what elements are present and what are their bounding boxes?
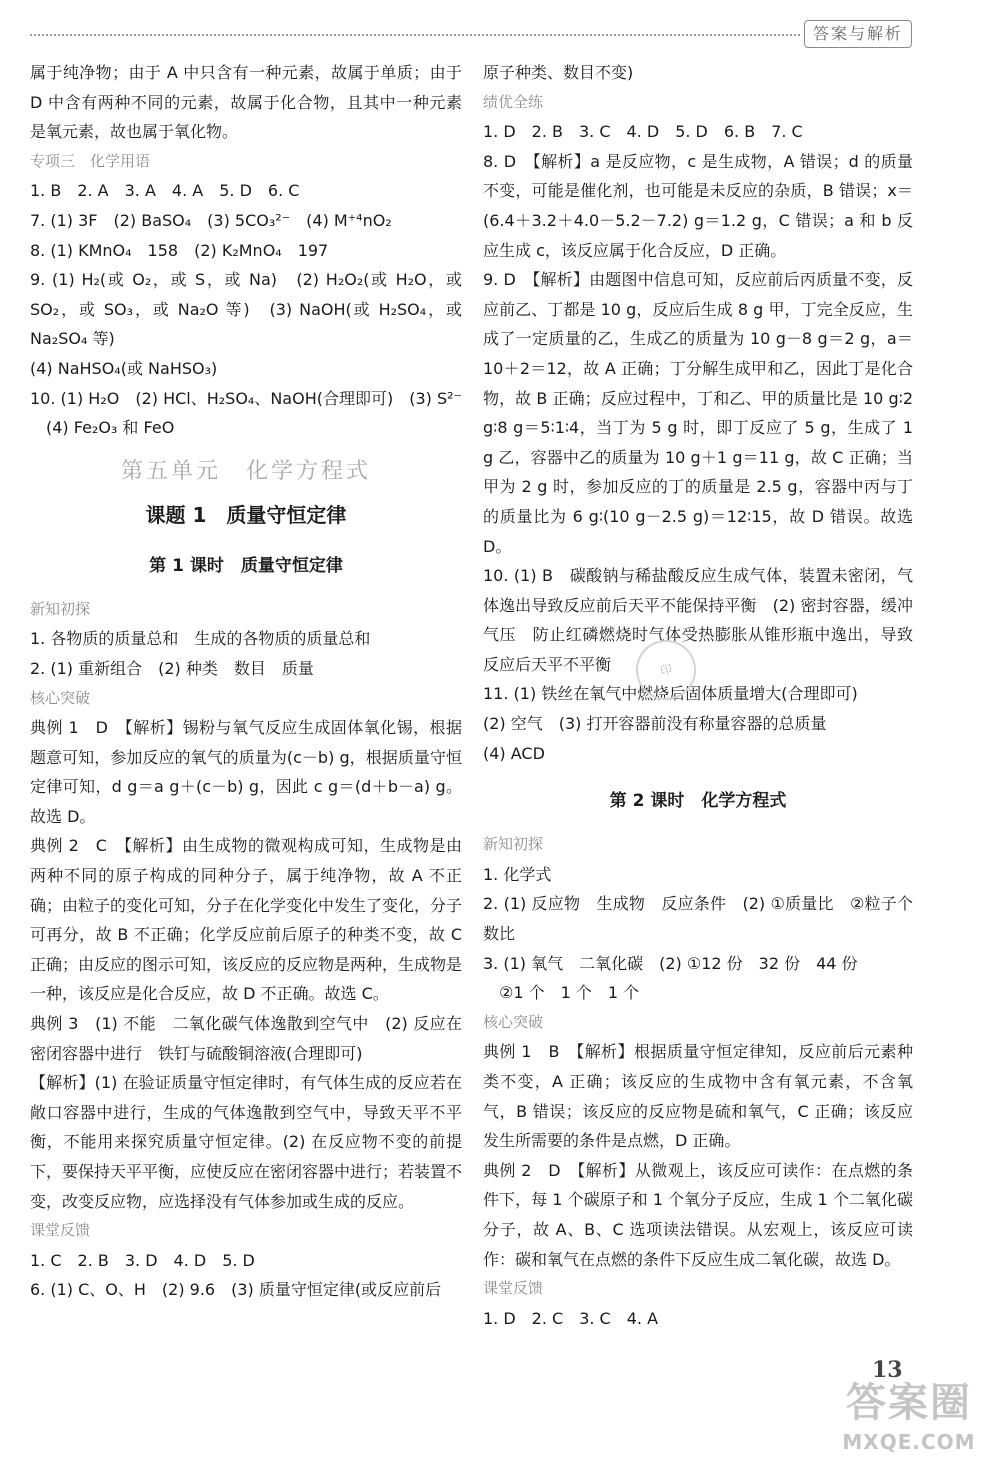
answer-line: 1. D 2. B 3. C 4. D 5. D 6. B 7. C <box>483 122 803 142</box>
example-paragraph: 典例 3 (1) 不能 二氧化碳气体逸散到空气中 (2) 反应在密闭容器中进行 铁钉与硫酸铜溶液(合理即可) <box>30 1014 462 1063</box>
section-label: 新知初探 <box>30 599 91 618</box>
answer-line: (4) ACD <box>483 743 545 763</box>
section-label: 新知初探 <box>483 835 544 854</box>
section-label: 核心突破 <box>30 688 91 707</box>
answer-line: 1. 各物质的质量总和 生成的各物质的质量总和 <box>30 629 371 649</box>
example-paragraph: 典例 2 C 【解析】由生成物的微观构成可知，生成物是由两种不同的原子构成的同种分子，属于纯净物，故 A 不正确；由粒子的变化可知，分子在化学变化中发生了变化，分子可再分，故 B 不正确；化学反应前后原子的种类不变，故 C 正确；由反应的图示可知，该反应的反应物是两种，生成物是一种，该反应是化合反应，故 D 不正确。故选 C。 <box>30 836 463 1004</box>
watermark-logo <box>834 1377 984 1463</box>
paragraph: 属于纯净物；由于 A 中只含有一种元素，故属于单质；由于 D 中含有两种不同的元素，故属于化合物，且其中一种元素是氧元素，故也属于氧化物。 <box>30 63 462 142</box>
answer-paragraph: 8. D 【解析】a 是反应物，c 是生成物，A 错误；d 的质量不变，可能是催化剂，也可能是未反应的杂质，B 错误；x＝(6.4＋3.2＋4.0－5.2－7.2) g＝1.2 g，C 错误；a 和 b 反应生成 c，该反应属于化合反应，D 正确。 <box>483 151 913 260</box>
stamp-mark: 印 <box>630 634 701 705</box>
section-label: 绩优全练 <box>483 92 544 111</box>
lesson-title: 课题 1 质量守恒定律 <box>145 502 347 527</box>
example-paragraph: 典例 1 D 【解析】锡粉与氧气反应生成固体氧化锡，根据题意可知，参加反应的氧气的质量为(c－b) g，根据质量守恒定律可知，d g＝a g＋(c－b) g，因此 c g＝(d＋b－a) g。故选 D。 <box>30 718 462 826</box>
answer-paragraph: 9. D 【解析】由题图中信息可知，反应前后丙质量不变，反应前乙、丁都是 10 g，反应后生成 8 g 甲，丁完全反应，生成了一定质量的乙，生成乙的质量为 10 g－8 g＝2 g，a＝10＋2＝12，故 A 正确；丁分解生成甲和乙，因此丁是化合物，故 B 正确；反应过程中，丁和乙、甲的质量比是 10 g∶2 g∶8 g＝5∶1∶4，当丁为 5 g 时，即丁反应了 5 g，生成了 1 g 乙，容器中乙的质量为 10 g＋1 g＝11 g，故 C 正确；当甲为 2 g 时，参加反应的丁的质量是 2.5 g，容器中丙与丁的质量比为 6 g∶(10 g－2.5 g)＝12∶15，故 D 错误。故选 D。 <box>483 270 913 556</box>
watermark-url: MXQE.COM <box>842 1430 976 1454</box>
section-label: 专项三 化学用语 <box>30 151 151 170</box>
period-title: 第 2 课时 化学方程式 <box>609 791 787 812</box>
answer-line: (4) Fe₂O₃ 和 FeO <box>46 418 175 438</box>
period-title: 第 1 课时 质量守恒定律 <box>149 555 343 576</box>
answer-line: 1. C 2. B 3. D 4. D 5. D <box>30 1250 255 1270</box>
answer-line: 原子种类、数目不变) <box>483 63 634 82</box>
answer-line: 8. (1) KMnO₄ 158 (2) K₂MnO₄ 197 <box>30 240 329 260</box>
answer-line: 7. (1) 3F (2) BaSO₄ (3) 5CO₃²⁻ (4) M⁺⁴nO₂ <box>30 210 392 230</box>
section-label: 课堂反馈 <box>30 1221 91 1240</box>
header-title: 答案与解析 <box>804 20 912 48</box>
answer-line: 1. B 2. A 3. A 4. A 5. D 6. C <box>30 181 300 201</box>
right-column <box>483 58 913 1333</box>
answer-line: (2) 空气 (3) 打开容器前没有称量容器的总质量 <box>483 714 827 734</box>
example-paragraph: 典例 1 B 【解析】根据质量守恒定律知，反应前后元素种类不变，A 正确；该反应的生成物中含有氧元素，不含氧气，B 错误；该反应的反应物是硫和氧气，C 正确；该反应发生所需要的条件是点燃，D 正确。 <box>483 1042 913 1151</box>
example-paragraph: 典例 2 D 【解析】从微观上，该反应可读作：在点燃的条件下，每 1 个碳原子和 1 个氧分子反应，生成 1 个二氧化碳分子，故 A、B、C 选项读法错误。从宏观上，该反应可读作：碳和氧气在点燃的条件下反应生成二氧化碳，故选 D。 <box>483 1160 913 1269</box>
answer-line: 1. 化学式 <box>483 864 552 884</box>
answer-line: 9. (1) H₂(或 O₂，或 S，或 Na) (2) H₂O₂(或 H₂O，或 SO₂，或 SO₃，或 Na₂O 等) (3) NaOH(或 H₂SO₄，或 Na₂SO₄ 等) <box>30 270 462 349</box>
page-number: 13 <box>872 1357 903 1383</box>
answer-line: 2. (1) 重新组合 (2) 种类 数目 质量 <box>30 658 314 678</box>
header-dotted-rule <box>30 34 800 36</box>
section-label: 课堂反馈 <box>483 1279 544 1298</box>
explanation-paragraph: 【解析】(1) 在验证质量守恒定律时，有气体生成的反应若在敞口容器中进行，生成的气体逸散到空气中，导致天平不平衡，不能用来探究质量守恒定律。(2) 在反应物不变的前提下，要保持天平平衡，应使反应在密闭容器中进行；若装置不变，改变反应物，应选择没有气体参加或生成的反应。 <box>30 1073 463 1211</box>
answer-paragraph: 10. (1) B 碳酸钠与稀盐酸反应生成气体，装置未密闭，气体逸出导致反应前后天平不能保持平衡 (2) 密封容器，缓冲气压 防止红磷燃烧时气体受热膨胀从锥形瓶中逸出，导致反应后天平不平衡 <box>483 566 913 674</box>
watermark-text: 答案圈 <box>846 1380 972 1426</box>
left-column <box>30 58 462 1305</box>
unit-title: 第五单元 化学方程式 <box>120 458 371 484</box>
answer-line: ②1 个 1 个 1 个 <box>499 983 640 1003</box>
answer-line: 2. (1) 反应物 生成物 反应条件 (2) ①质量比 ②粒子个数比 <box>483 894 913 944</box>
answer-line: (4) NaHSO₄(或 NaHSO₃) <box>30 358 218 378</box>
answer-line: 11. (1) 铁丝在氧气中燃烧后固体质量增大(合理即可) <box>483 684 858 704</box>
answer-line: 1. D 2. C 3. C 4. A <box>483 1308 659 1328</box>
answer-line: 3. (1) 氧气 二氧化碳 (2) ①12 份 32 份 44 份 <box>483 953 858 973</box>
answer-line: 10. (1) H₂O (2) HCl、H₂SO₄、NaOH(合理即可) (3) S²⁻ <box>30 388 462 408</box>
answer-line: 6. (1) C、O、H (2) 9.6 (3) 质量守恒定律(或反应前后 <box>30 1280 442 1300</box>
section-label: 核心突破 <box>483 1012 544 1031</box>
